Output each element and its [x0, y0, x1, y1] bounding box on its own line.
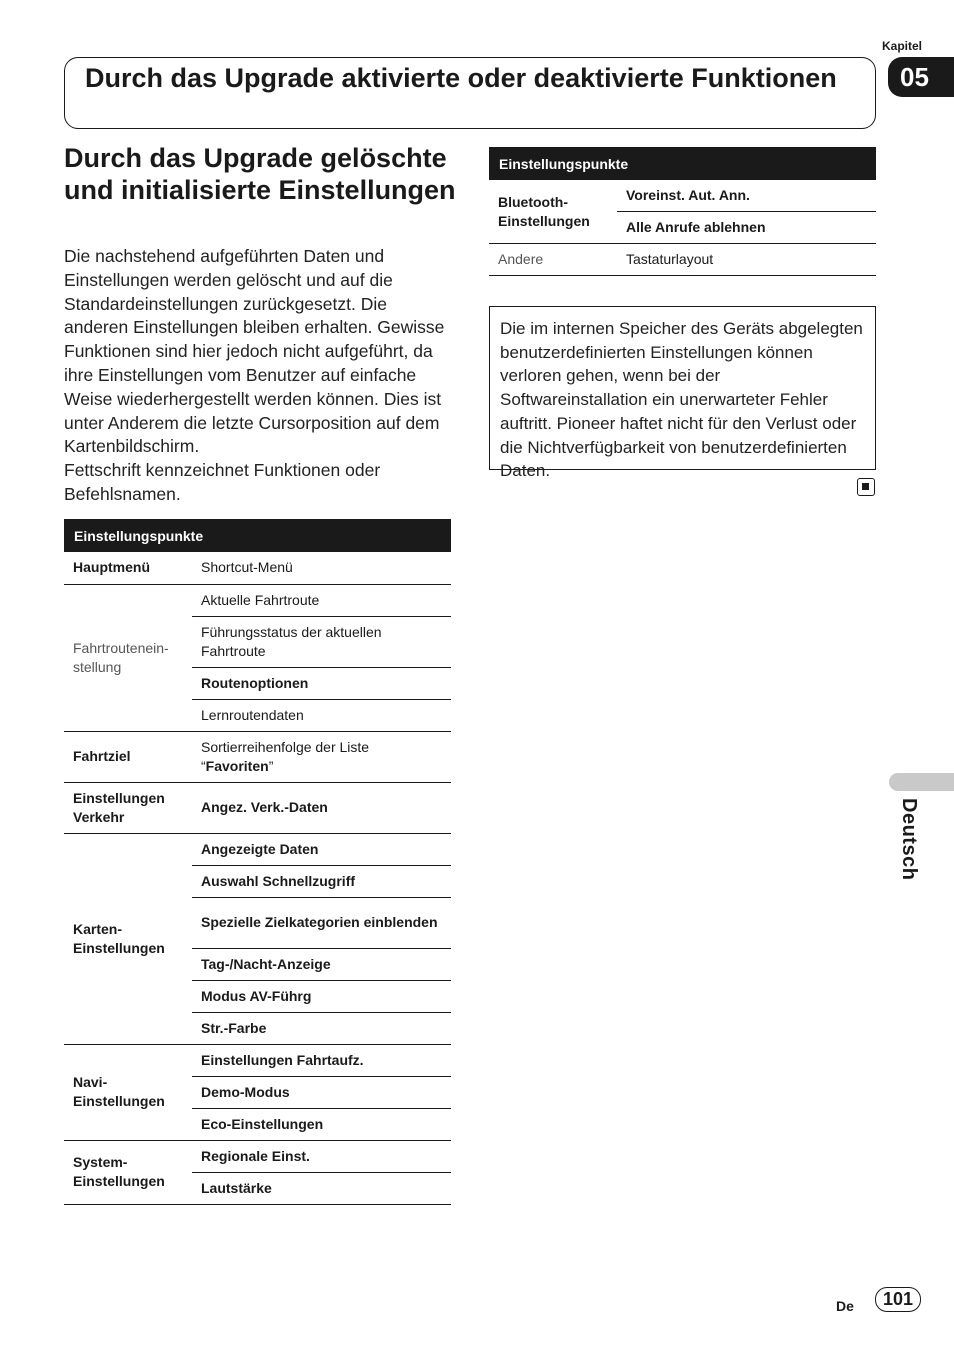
item-cell: Tastaturlayout	[617, 244, 876, 276]
category-cell: Fahrtroutenein- stellung	[64, 584, 192, 731]
item-cell: Lautstärke	[192, 1172, 451, 1204]
chapter-number: 05	[888, 57, 954, 97]
item-cell: Aktuelle Fahrtroute	[192, 584, 451, 616]
item-cell: Alle Anrufe ablehnen	[617, 212, 876, 244]
table-header: Einstellungspunkte	[64, 519, 451, 552]
table-row	[64, 833, 451, 865]
table-row	[64, 552, 451, 584]
item-cell: Shortcut-Menü	[192, 552, 451, 584]
table-row	[64, 1140, 451, 1172]
section-title: Durch das Upgrade gelöschte und initialisierte Einstellungen	[64, 143, 456, 205]
item-cell: Lernroutendaten	[192, 699, 451, 731]
category-cell: Einstellungen Verkehr	[64, 782, 192, 833]
settings-table-left	[64, 519, 451, 1205]
item-suffix: ”	[268, 757, 274, 774]
table-header: Einstellungspunkte	[489, 147, 876, 180]
table-row	[64, 731, 451, 782]
footer-language: De	[836, 1298, 854, 1314]
table-row	[489, 244, 876, 276]
category-cell: Fahrtziel	[64, 731, 192, 782]
item-cell: Einstellungen Fahrtaufz.	[192, 1044, 451, 1076]
body-paragraph-note: Fettschrift kennzeichnet Funktionen oder Befehlsnamen.	[64, 460, 381, 504]
table-row	[64, 782, 451, 833]
language-tab	[889, 773, 954, 791]
item-cell: Auswahl Schnellzugriff	[192, 865, 451, 897]
category-cell: Andere	[489, 244, 617, 276]
item-cell: Routenoptionen	[192, 667, 451, 699]
section-body	[64, 245, 456, 507]
item-cell: Voreinst. Aut. Ann.	[617, 180, 876, 212]
item-cell: Regionale Einst.	[192, 1140, 451, 1172]
end-of-section-icon	[857, 478, 875, 496]
category-cell: Hauptmenü	[64, 552, 192, 584]
item-cell: Eco-Einstellungen	[192, 1108, 451, 1140]
note-box: Die im internen Speicher des Geräts abgelegten benutzerdefinierten Einstellungen können verloren gehen, wenn bei der Softwareinstallation ein unerwarteter Fehler auftritt. Pioneer haftet nicht für den Verlust oder die Nichtverfügbarkeit von benutzerdefinierten Daten.	[489, 306, 876, 470]
category-cell: Karten-Einstellungen	[64, 833, 192, 1044]
item-cell: Demo-Modus	[192, 1076, 451, 1108]
item-cell	[192, 731, 451, 782]
item-cell: Angez. Verk.-Daten	[192, 782, 451, 833]
page-number: 101	[875, 1287, 921, 1312]
item-cell: Führungsstatus der aktuellen Fahrtroute	[192, 616, 451, 667]
table-row	[489, 180, 876, 212]
table-row	[64, 584, 451, 616]
item-cell: Modus AV-Führg	[192, 980, 451, 1012]
item-cell: Str.-Farbe	[192, 1012, 451, 1044]
category-cell: Navi-Einstellungen	[64, 1044, 192, 1140]
settings-table-right	[489, 147, 876, 276]
item-cell: Spezielle Zielkategorien einblenden	[192, 897, 451, 948]
category-cell: Bluetooth-Einstellungen	[489, 180, 617, 244]
item-cell: Angezeigte Daten	[192, 833, 451, 865]
chapter-title: Durch das Upgrade aktivierte oder deaktivierte Funktionen	[64, 57, 876, 129]
item-bold: Favoriten	[205, 757, 269, 774]
body-paragraph: Die nachstehend aufgeführten Daten und Einstellungen werden gelöscht und auf die Standardeinstellungen zurückgesetzt. Die anderen Einstellungen bleiben erhalten. Gewisse Funktionen sind hier jedoch nicht aufgeführt, da ihre Einstellungen vom Benutzer auf einfache Weise wiederhergestellt werden können. Dies ist unter Anderem die letzte Cursorposition auf dem Kartenbildschirm.	[64, 246, 445, 457]
category-cell: System-Einstellungen	[64, 1140, 192, 1204]
chapter-label: Kapitel	[882, 39, 923, 53]
item-cell: Tag-/Nacht-Anzeige	[192, 948, 451, 980]
table-row	[64, 1044, 451, 1076]
language-label: Deutsch	[898, 798, 920, 881]
item-prefix: Sortierreihenfolge der Liste “	[201, 738, 370, 774]
